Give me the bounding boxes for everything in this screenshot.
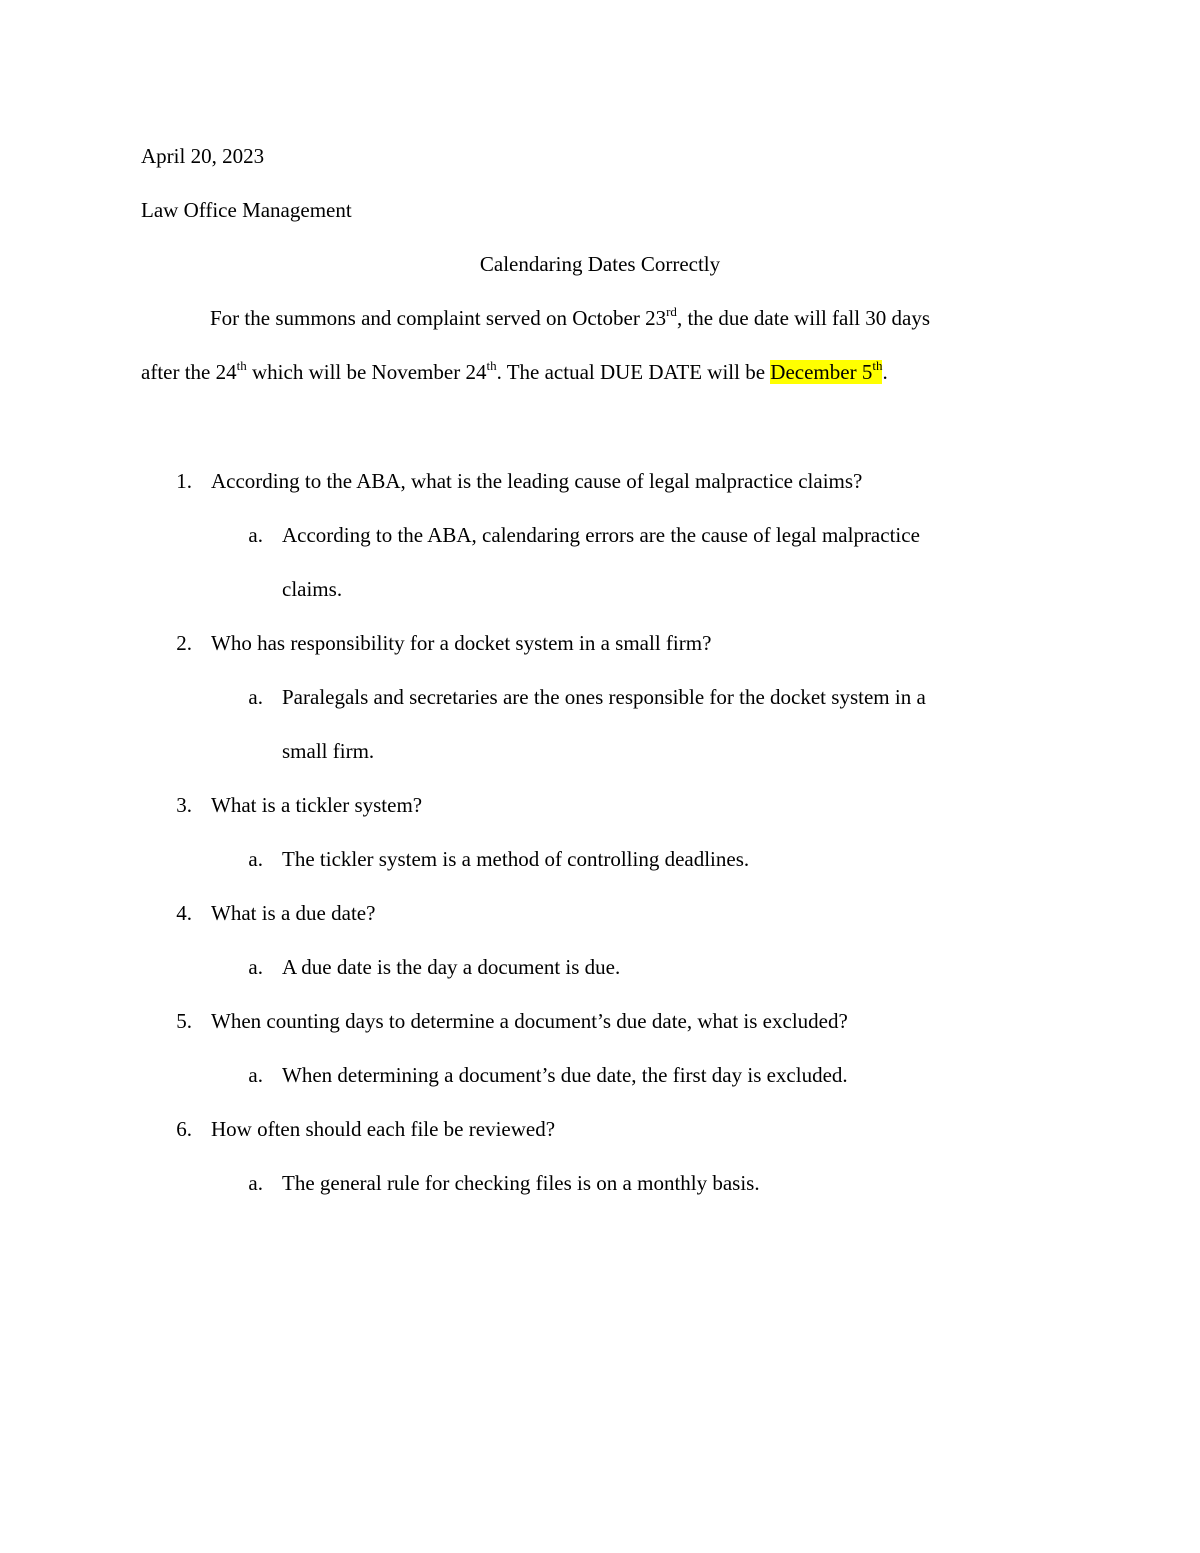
question-number: 1.: [176, 469, 192, 493]
answer-text: A due date is the day a document is due.: [282, 955, 621, 979]
document-date: April 20, 2023: [141, 144, 265, 168]
answer-text: The tickler system is a method of controlling deadlines.: [282, 847, 750, 871]
intro-text: after the 24: [141, 360, 237, 384]
question-number: 2.: [176, 631, 192, 655]
course-name: Law Office Management: [141, 198, 352, 222]
question-number: 5.: [176, 1009, 192, 1033]
intro-text: For the summons and complaint served on October 23: [210, 306, 667, 330]
answer-text: claims.: [282, 577, 343, 601]
answer-text: According to the ABA, calendaring errors are the cause of legal malpractice: [282, 523, 920, 547]
answer-letter: a.: [248, 955, 263, 979]
question-number: 3.: [176, 793, 192, 817]
ordinal-suffix: th: [872, 358, 883, 373]
ordinal-suffix: th: [486, 358, 497, 373]
answer-letter: a.: [248, 1063, 263, 1087]
question-number: 4.: [176, 901, 192, 925]
question-text: What is a tickler system?: [211, 793, 423, 817]
question-text: What is a due date?: [211, 901, 376, 925]
intro-paragraph-line-1: [210, 303, 930, 333]
question-number: 6.: [176, 1117, 192, 1141]
answer-letter: a.: [248, 1171, 263, 1195]
answer-letter: a.: [248, 523, 263, 547]
answer-letter: a.: [248, 847, 263, 871]
intro-paragraph-line-2: [141, 357, 888, 387]
ordinal-suffix: th: [236, 358, 247, 373]
intro-text: , the due date will fall 30 days: [676, 306, 931, 330]
intro-text: .: [882, 360, 888, 384]
document-title: Calendaring Dates Correctly: [479, 252, 721, 276]
intro-text: which will be November 24: [246, 360, 487, 384]
answer-text: small firm.: [282, 739, 375, 763]
highlighted-due-date: [770, 360, 882, 384]
answer-text: The general rule for checking files is on a monthly basis.: [282, 1171, 760, 1195]
answer-text: When determining a document’s due date, the first day is excluded.: [282, 1063, 848, 1087]
ordinal-suffix: rd: [666, 304, 677, 319]
answer-text: Paralegals and secretaries are the ones responsible for the docket system in a: [282, 685, 926, 709]
question-text: How often should each file be reviewed?: [211, 1117, 556, 1141]
question-text: According to the ABA, what is the leading cause of legal malpractice claims?: [211, 469, 863, 493]
answer-letter: a.: [248, 685, 263, 709]
question-text: Who has responsibility for a docket system in a small firm?: [211, 631, 712, 655]
due-date-text: December 5: [770, 360, 873, 384]
intro-text: . The actual DUE DATE will be: [496, 360, 771, 384]
question-text: When counting days to determine a document’s due date, what is excluded?: [211, 1009, 848, 1033]
